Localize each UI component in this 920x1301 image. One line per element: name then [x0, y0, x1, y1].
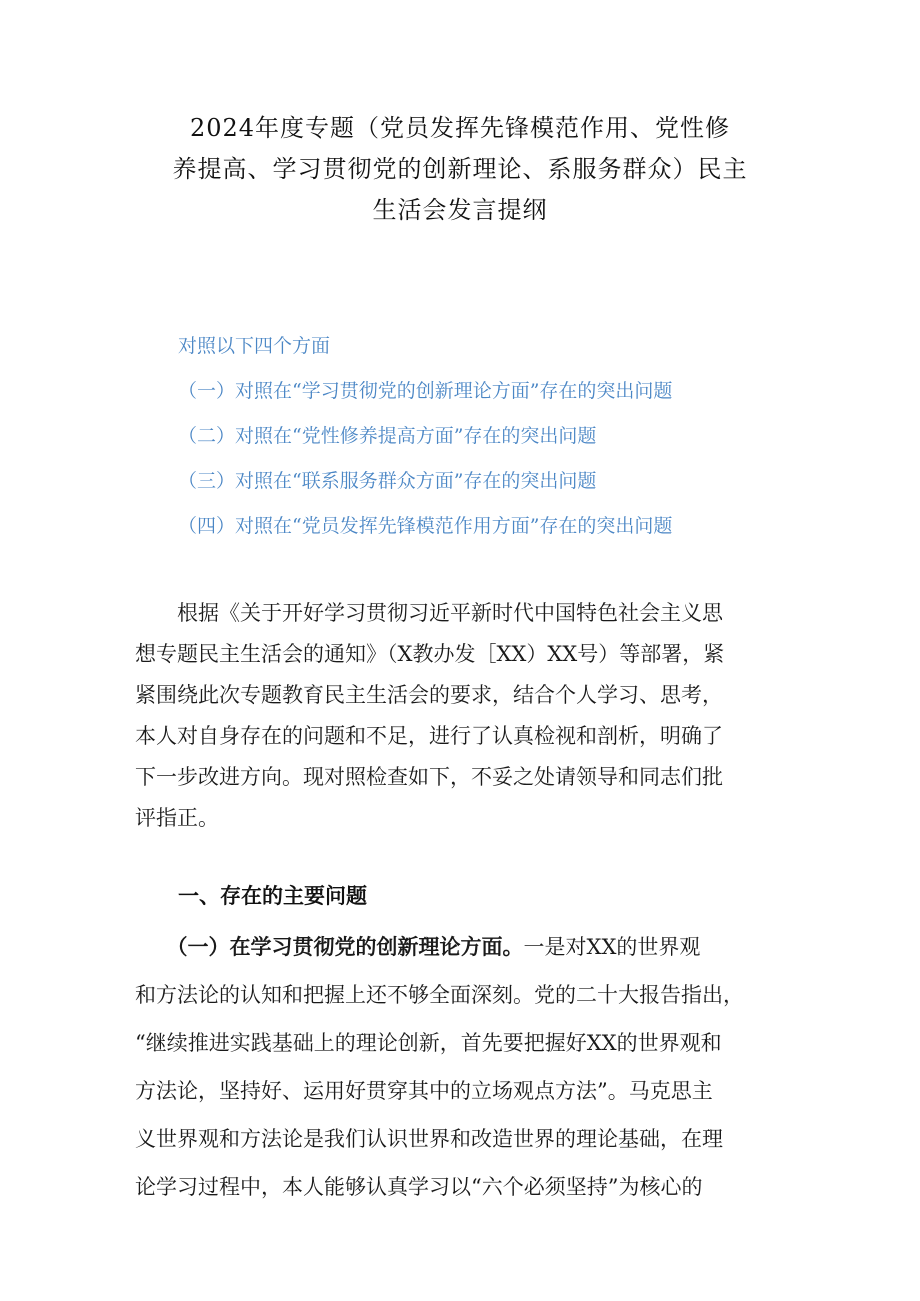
section-1-first-line — [135, 923, 815, 971]
toc-item-3[interactable]: （三）对照在“联系服务群众方面”存在的突出问题 — [178, 470, 597, 492]
intro-paragraph — [135, 593, 795, 839]
section-1-first-line-rest: 一是对XX的世界观 — [523, 935, 701, 959]
intro-line: 紧围绕此次专题教育民主生活会的要求，结合个人学习、思考， — [135, 683, 723, 707]
intro-line: 根据《关于开好学习贯彻习近平新时代中国特色社会主义思 — [135, 601, 723, 625]
toc-item-2[interactable]: （二）对照在“党性修养提高方面”存在的突出问题 — [178, 425, 597, 447]
document-title — [0, 108, 920, 231]
section-1-line: “继续推进实践基础上的理论创新，首先要把握好XX的世界观和 — [135, 1031, 722, 1055]
intro-line: 下一步改进方向。现对照检查如下，不妥之处请领导和同志们批 — [135, 765, 723, 789]
title-line-1: 2024年度专题（党员发挥先锋模范作用、党性修 — [189, 114, 731, 142]
toc-item-1[interactable]: （一）对照在“学习贯彻党的创新理论方面”存在的突出问题 — [178, 380, 673, 402]
section-1-paragraph — [135, 923, 815, 1211]
table-of-contents — [178, 324, 672, 549]
toc-item-4[interactable]: （四）对照在“党员发挥先锋模范作用方面”存在的突出问题 — [178, 515, 673, 537]
intro-line: 评指正。 — [135, 806, 219, 830]
title-line-2: 养提高、学习贯彻党的创新理论、系服务群众）民主 — [172, 155, 748, 183]
intro-line: 想专题民主生活会的通知》（X教办发［XX）XX号）等部署，紧 — [135, 642, 725, 666]
section-1-line: 和方法论的认知和把握上还不够全面深刻。党的二十大报告指出， — [135, 983, 744, 1007]
title-line-3: 生活会发言提纲 — [372, 196, 548, 224]
section-1-line: 方法论，坚持好、运用好贯穿其中的立场观点方法”。马克思主 — [135, 1079, 713, 1103]
section-heading: 一、存在的主要问题 — [178, 884, 367, 908]
section-1-lead: （一）在学习贯彻党的创新理论方面。 — [177, 935, 524, 959]
toc-heading[interactable]: 对照以下四个方面 — [178, 335, 331, 357]
section-1-line: 论学习过程中，本人能够认真学习以“六个必须坚持”为核心的 — [135, 1175, 703, 1199]
section-1-line: 义世界观和方法论是我们认识世界和改造世界的理论基础，在理 — [135, 1127, 723, 1151]
intro-line: 本人对自身存在的问题和不足，进行了认真检视和剖析，明确了 — [135, 724, 723, 748]
